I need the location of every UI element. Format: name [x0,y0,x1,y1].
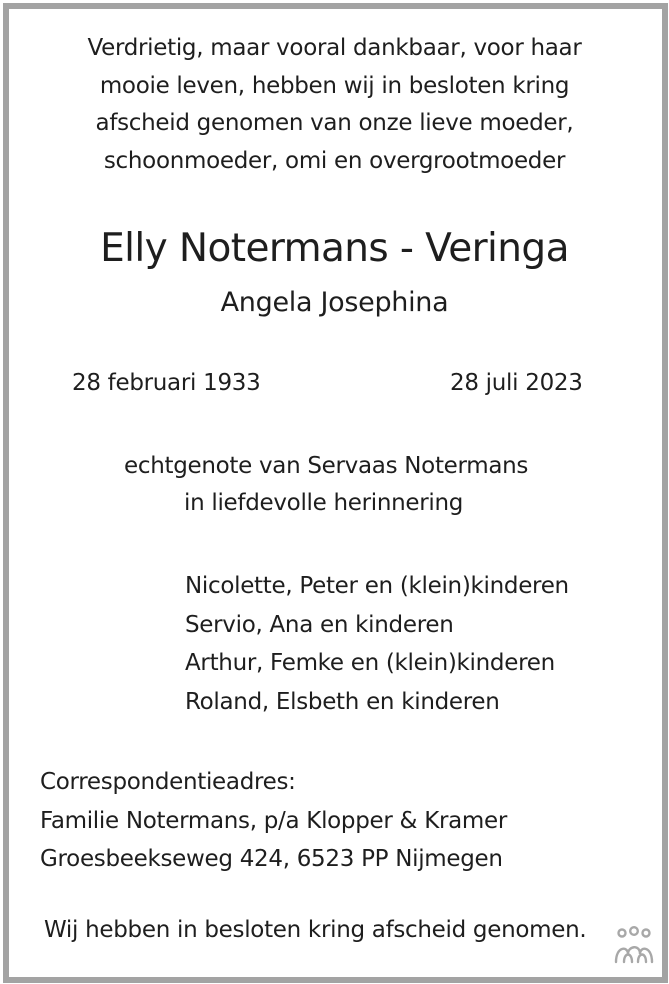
correspondence-address [40,763,507,879]
family-list [185,567,569,721]
family-member: Arthur, Femke en (klein)kinderen [185,650,555,676]
intro-line: schoonmoeder, omi en overgrootmoeder [103,147,566,174]
correspondence-line: Familie Notermans, p/a Klopper & Kramer [40,807,508,834]
intro-line: Verdrietig, maar vooral dankbaar, voor haar [87,35,582,61]
intro-text [0,30,669,180]
deceased-name: Elly Notermans - Veringa [100,226,569,271]
correspondence-line: Groesbeekseweg 424, 6523 PP Nijmegen [40,846,503,872]
death-date: 28 juli 2023 [450,370,583,396]
memory-line: in liefdevolle herinnering [184,490,464,516]
birth-date: 28 februari 1933 [72,370,261,396]
family-people-icon [612,924,658,970]
family-member: Roland, Elsbeth en kinderen [185,688,500,715]
family-member: Servio, Ana en kinderen [185,611,454,638]
given-names: Angela Josephina [220,287,449,318]
closing-line: Wij hebben in besloten kring afscheid genomen. [44,917,587,943]
spouse-line: echtgenote van Servaas Notermans [124,453,529,479]
correspondence-label: Correspondentieadres: [40,769,296,795]
intro-line: afscheid genomen van onze lieve moeder, [95,110,574,136]
family-member: Nicolette, Peter en (klein)kinderen [185,573,569,599]
intro-line: mooie leven, hebben wij in besloten kring [99,72,570,99]
